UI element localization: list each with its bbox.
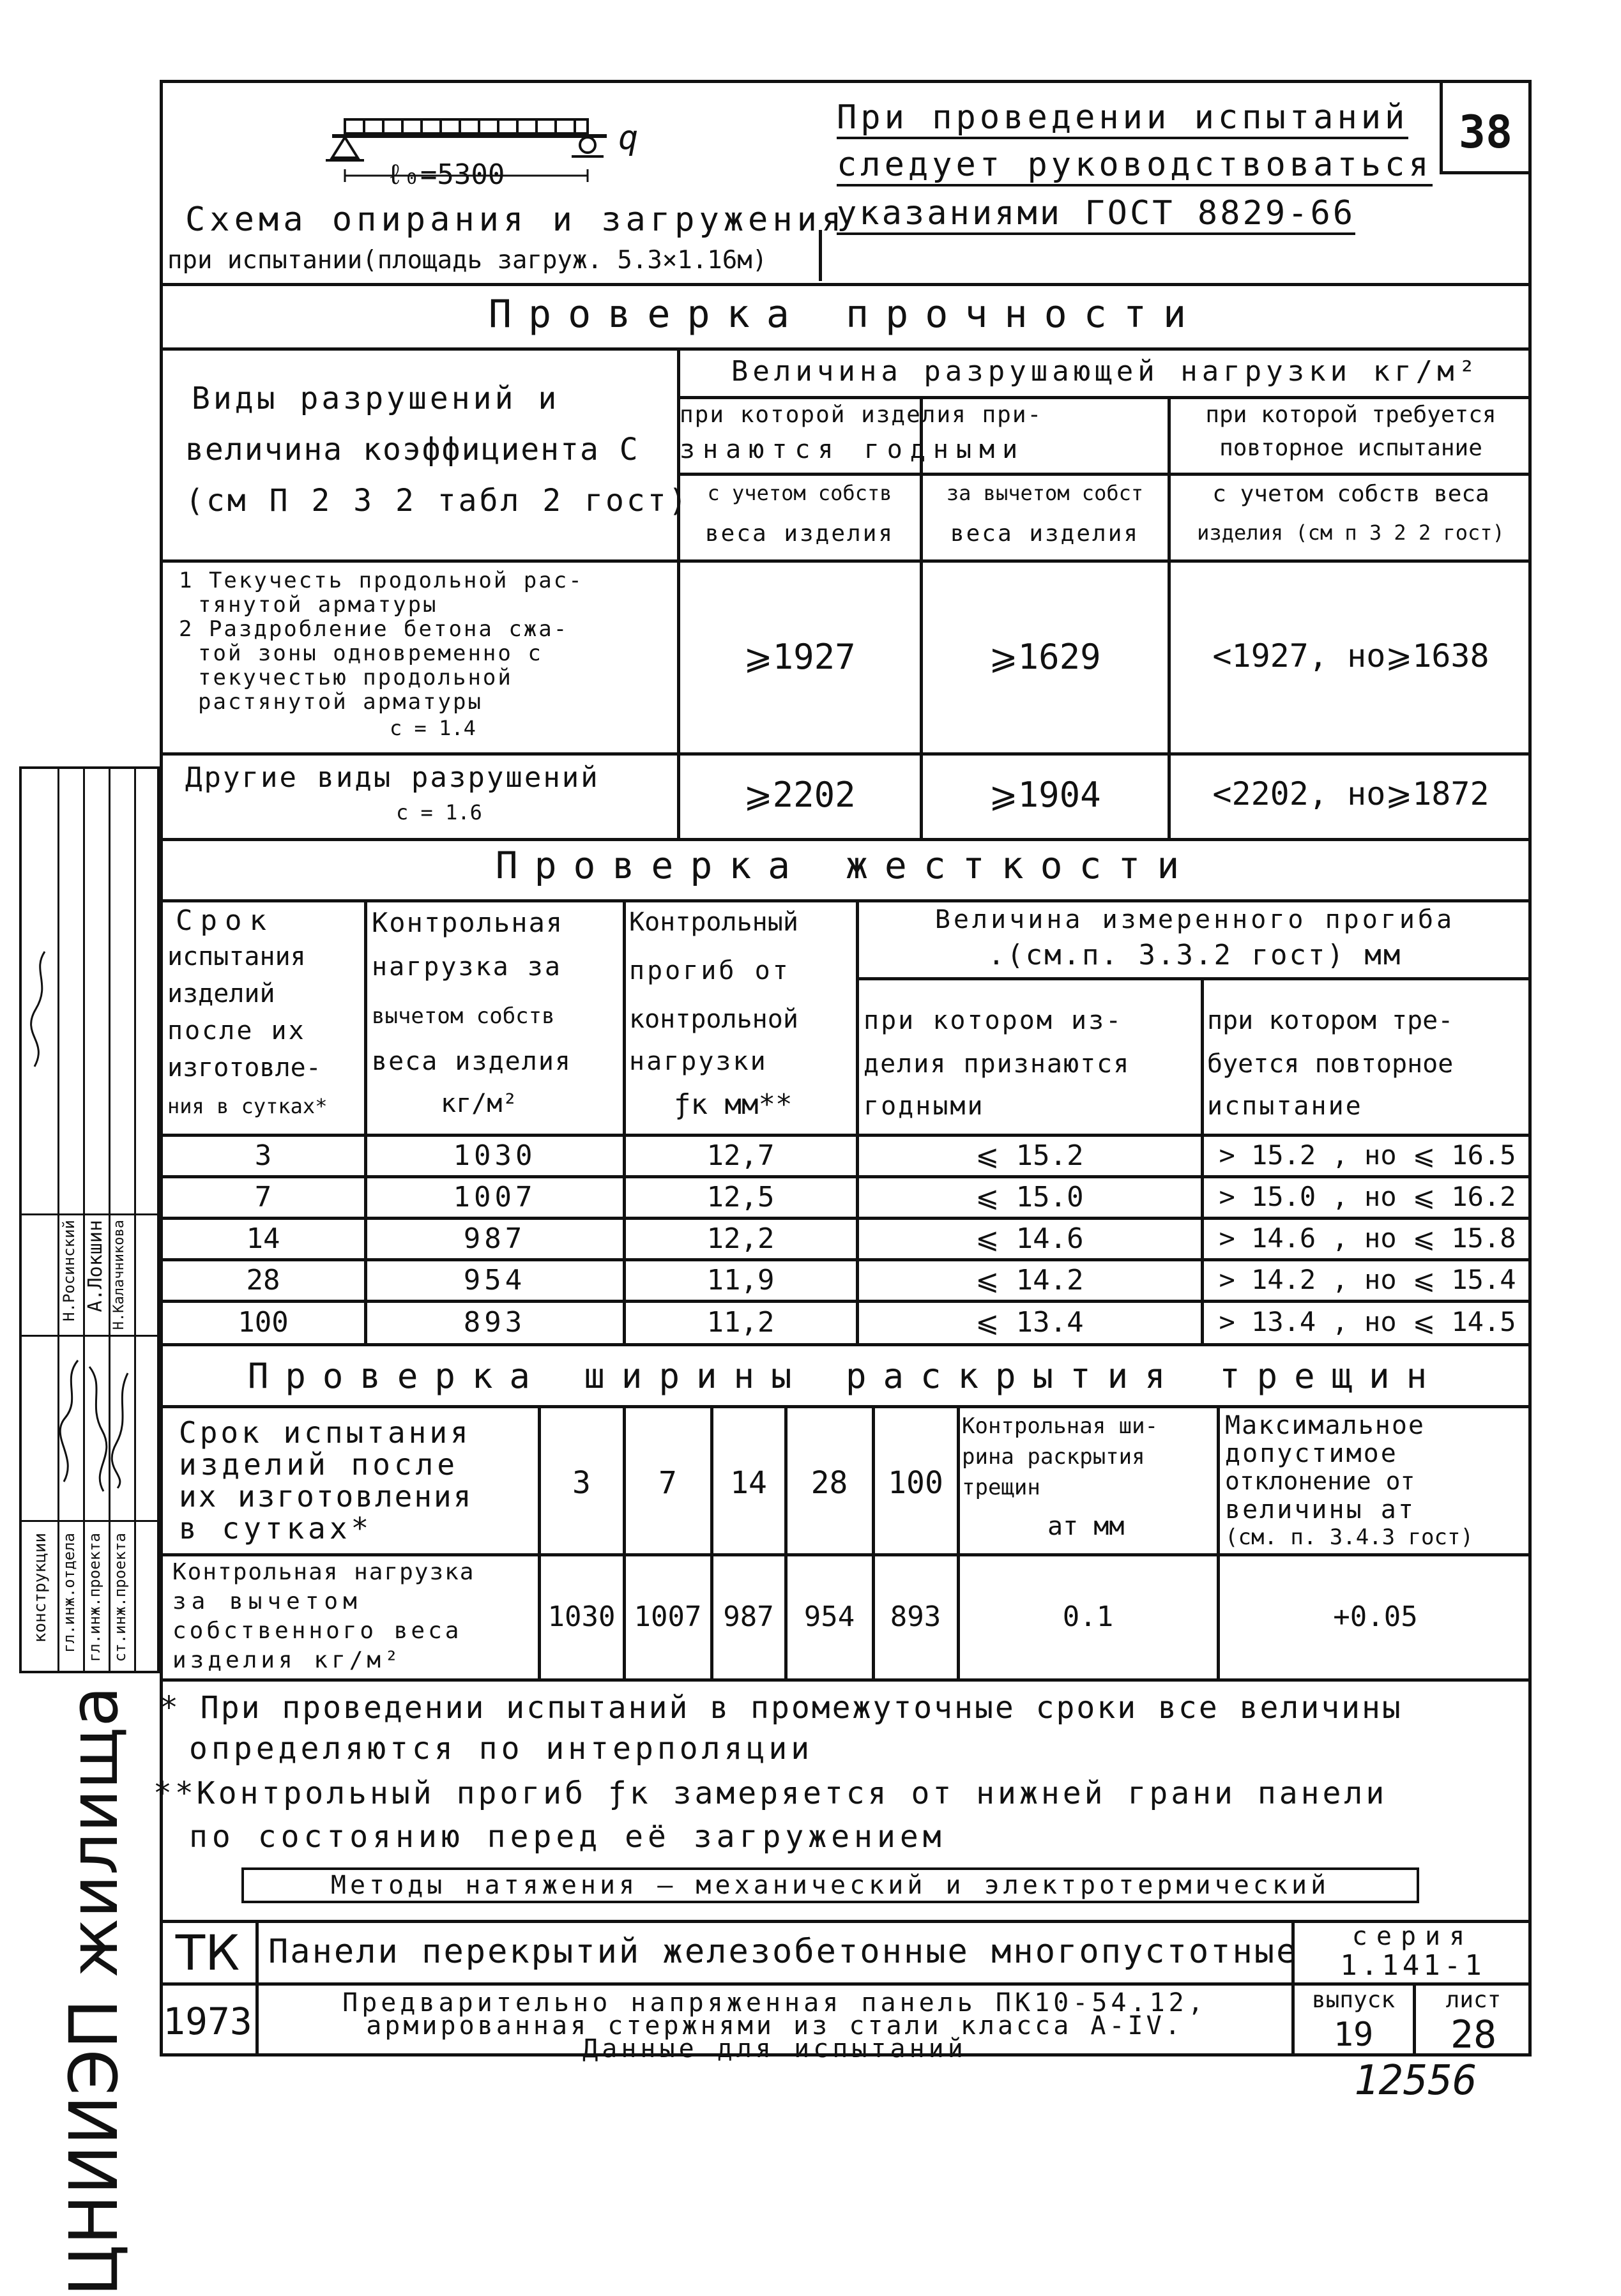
stiffness-defl-4: нагрузки xyxy=(629,1047,768,1076)
stiffness-age-2: испытания xyxy=(167,942,306,971)
stamp-col-4 xyxy=(134,766,136,1673)
crack-deviation-1: Максимальное xyxy=(1225,1411,1425,1440)
scheme-caption-divider xyxy=(819,230,822,281)
strength-load-header: Величина разрушающей нагрузки кг/м² xyxy=(731,355,1480,388)
crack-v7 xyxy=(1217,1405,1220,1678)
strength-h3 xyxy=(160,559,1532,563)
strength-retest-sub-2: изделия (см п 3 2 2 гост) xyxy=(1197,521,1505,545)
stamp-row-3 xyxy=(19,1213,160,1215)
crack-age-2: 7 xyxy=(658,1465,677,1501)
stiffness-row5-age: 100 xyxy=(238,1306,289,1339)
crack-row-line xyxy=(160,1553,1532,1556)
stiffness-title: Проверка жесткости xyxy=(495,844,1196,887)
crack-age-label-1: Срок испытания xyxy=(179,1415,471,1450)
issue-label: выпуск xyxy=(1311,1987,1396,2013)
signature-1 xyxy=(59,1354,83,1501)
strength-retest-sub-1: с учетом собств веса xyxy=(1212,481,1489,507)
stiffness-row4-fit: ⩽ 14.2 xyxy=(975,1264,1084,1296)
strength-h5 xyxy=(160,838,1532,841)
crack-age-label-3: их изготовления xyxy=(179,1479,473,1514)
subtitle-1: Предварительно напряженная панель ПК10-54.12, xyxy=(342,1988,1207,2018)
doc-title: Панели перекрытий железобетонные многопустотные xyxy=(268,1933,1298,1971)
left-support-icon xyxy=(332,137,358,158)
strength-h2 xyxy=(677,473,1532,476)
crack-width-2: рина раскрытия xyxy=(962,1444,1145,1470)
stiffness-row1-fit: ⩽ 15.2 xyxy=(975,1139,1084,1172)
crack-load-1: 1030 xyxy=(547,1600,616,1633)
stiffness-row4-deflection: 11,9 xyxy=(706,1264,775,1296)
signature-2 xyxy=(84,1360,109,1501)
crack-age-4: 28 xyxy=(810,1465,848,1501)
stiffness-row2-age: 7 xyxy=(254,1181,272,1213)
crack-v2 xyxy=(623,1405,626,1678)
strength-row1-with-weight: ⩾1927 xyxy=(743,637,856,677)
crack-load-5: 893 xyxy=(890,1600,941,1633)
stiffness-row2-retest: > 15.0 , но ⩽ 16.2 xyxy=(1219,1181,1516,1212)
footnote-2-line1: **Контрольный прогиб ƒк замеряется от нижней грани панели xyxy=(153,1775,1388,1811)
gost-note-2: следует руководствоваться xyxy=(837,148,1433,186)
issue-value: 19 xyxy=(1333,2016,1374,2054)
stiffness-measured-2: .(см.п. 3.3.2 гост) мм xyxy=(987,939,1403,971)
stiffness-age-3: изделий xyxy=(167,979,275,1008)
strength-row2-line1: Другие виды разрушений xyxy=(185,761,600,794)
distributed-load xyxy=(345,119,588,133)
strength-h4 xyxy=(160,752,1532,756)
stamp-role-1: гл.инж.отдела xyxy=(60,1533,78,1653)
stiffness-row5-deflection: 11,2 xyxy=(706,1306,775,1339)
strength-row1-retest: <1927, но⩾1638 xyxy=(1212,637,1489,674)
strength-types-1: Виды разрушений и xyxy=(192,381,560,416)
signature-3 xyxy=(110,1367,134,1494)
stiffness-row5-fit: ⩽ 13.4 xyxy=(975,1306,1084,1339)
strength-row2-without-weight: ⩾1904 xyxy=(989,775,1101,815)
crack-width-1: Контрольная ши- xyxy=(962,1413,1159,1439)
crack-deviation-5: (см. п. 3.4.3 гост) xyxy=(1225,1524,1473,1550)
stiffness-defl-3: контрольной xyxy=(629,1005,798,1034)
strength-row1-line4: той зоны одновременно с xyxy=(198,641,543,666)
stamp-col-3 xyxy=(109,766,110,1673)
stiffness-age-5: изготовле- xyxy=(167,1053,321,1083)
stiffness-row2-deflection: 12,5 xyxy=(706,1181,775,1213)
strength-types-2: величина коэффициента С xyxy=(185,432,639,468)
crack-v4 xyxy=(784,1405,788,1678)
institute-name: ЦНИИЭП жилища xyxy=(55,1686,133,2296)
stiffness-retest-3: испытание xyxy=(1207,1091,1363,1121)
footnote-1-line1: * При проведении испытаний в промежуточные сроки все величины xyxy=(160,1690,1403,1726)
crack-load-label-2: за вычетом xyxy=(172,1588,362,1615)
stiffness-retest-2: буется повторное xyxy=(1207,1049,1454,1079)
crack-v6 xyxy=(957,1405,960,1678)
crack-age-5: 100 xyxy=(888,1465,943,1501)
strength-with-weight-1: с учетом собств xyxy=(707,481,892,505)
strength-row1-line3: 2 Раздробление бетона сжа- xyxy=(179,616,569,642)
gost-note-3: указаниями ГОСТ 8829-66 xyxy=(837,197,1355,235)
crack-deviation-2: допустимое xyxy=(1225,1439,1398,1468)
strength-retest-2: повторное испытание xyxy=(1219,435,1482,461)
archive-number: 12556 xyxy=(1354,2057,1477,2104)
stiffness-defl-1: Контрольный xyxy=(629,908,798,937)
stamp-col-1 xyxy=(57,766,59,1673)
strength-row2-retest: <2202, но⩾1872 xyxy=(1212,775,1489,812)
strength-without-weight-2: веса изделия xyxy=(950,521,1140,547)
stiffness-fit-1: при котором из- xyxy=(864,1006,1123,1035)
crack-age-3: 14 xyxy=(730,1465,767,1501)
series-value: 1.141-1 xyxy=(1340,1949,1486,1982)
stiffness-fit-3: годными xyxy=(864,1091,985,1121)
stiffness-h-sub xyxy=(856,977,1532,980)
strength-row1-without-weight: ⩾1629 xyxy=(989,637,1101,677)
stiffness-row3-deflection: 12,2 xyxy=(706,1222,775,1255)
crack-v1 xyxy=(538,1405,541,1678)
stiffness-row4-age: 28 xyxy=(246,1264,280,1296)
stamp-name-1: Н.Росинский xyxy=(60,1220,78,1321)
crack-load-4: 954 xyxy=(803,1600,855,1633)
crack-v3 xyxy=(710,1405,713,1678)
strength-row1-line1: 1 Текучесть продольной рас- xyxy=(179,568,584,593)
crack-age-label-4: в сутках* xyxy=(179,1511,373,1546)
stiffness-defl-5: ƒк мм** xyxy=(674,1088,793,1121)
strength-fit-1: при которой изделия при- xyxy=(680,402,1043,428)
strength-header-line xyxy=(160,347,1532,351)
tk-label: ТК xyxy=(175,1924,240,1981)
crack-v5 xyxy=(872,1405,875,1678)
subtitle-3: Данные для испытаний xyxy=(582,2034,967,2064)
methods-text: Методы натяжения — механический и электротермический xyxy=(330,1871,1330,1900)
strength-row1-line2: тянутой арматуры xyxy=(198,592,438,618)
stiffness-row1-age: 3 xyxy=(254,1139,272,1172)
stiffness-row4-load: 954 xyxy=(463,1264,526,1296)
strength-types-3: (см П 2 3 2 табл 2 гост) xyxy=(185,483,690,519)
title-block-top xyxy=(160,1920,1532,1923)
year: 1973 xyxy=(163,2000,252,2043)
stiffness-load-2: нагрузка за xyxy=(372,952,562,982)
right-support-icon xyxy=(580,137,595,153)
stiffness-row3-fit: ⩽ 14.6 xyxy=(975,1222,1084,1255)
crack-load-label-1: Контрольная нагрузка xyxy=(172,1559,475,1585)
stiffness-load-5: кг/м² xyxy=(441,1089,518,1118)
signature-4 xyxy=(26,945,56,1073)
strength-h1 xyxy=(677,396,1532,399)
strength-title: Проверка прочности xyxy=(488,292,1203,337)
span-label: ℓ₀=5300 xyxy=(386,158,505,191)
crack-width-value: 0.1 xyxy=(1062,1600,1114,1633)
stiffness-h1 xyxy=(160,1175,1532,1178)
stiffness-row2-fit: ⩽ 15.0 xyxy=(975,1181,1084,1213)
stiffness-defl-2: прогиб от xyxy=(629,956,791,985)
strength-without-weight-1: за вычетом собст xyxy=(946,481,1144,505)
stiffness-load-1: Контрольная xyxy=(372,907,564,938)
stiffness-row2-load: 1007 xyxy=(453,1181,537,1213)
crack-title: Проверка ширины раскрытия трещин xyxy=(247,1356,1444,1396)
stiffness-fit-2: делия признаются xyxy=(864,1049,1130,1079)
crack-header-line xyxy=(160,1405,1532,1408)
stiffness-h0 xyxy=(160,1134,1532,1137)
stamp-role-2: гл.инж.проекта xyxy=(86,1533,103,1662)
stiffness-row1-retest: > 15.2 , но ⩽ 16.5 xyxy=(1219,1139,1516,1171)
stamp-role-3: ст.инж.проекта xyxy=(111,1533,129,1662)
strength-row2-line2: с = 1.6 xyxy=(396,800,482,825)
sheet-number: 38 xyxy=(1458,106,1513,158)
crack-load-label-4: изделия кг/м² xyxy=(172,1647,402,1673)
stiffness-load-3: вычетом собств xyxy=(372,1003,555,1029)
stiffness-row4-retest: > 14.2 , но ⩽ 15.4 xyxy=(1219,1264,1516,1295)
crack-load-3: 987 xyxy=(723,1600,774,1633)
load-label: q xyxy=(618,119,639,157)
subtitle-2: армированная стержнями из стали класса А-IV. xyxy=(366,2011,1183,2041)
stiffness-h5 xyxy=(160,1343,1532,1346)
footnote-2-line2: по состоянию перед её загружением xyxy=(189,1819,946,1855)
stiffness-h3 xyxy=(160,1258,1532,1261)
crack-deviation-value: +0.05 xyxy=(1333,1600,1418,1633)
stiffness-row1-deflection: 12,7 xyxy=(706,1139,775,1172)
title-block-middle xyxy=(160,1982,1532,1986)
stamp-header: конструкции xyxy=(31,1533,50,1643)
stiffness-retest-1: при котором тре- xyxy=(1207,1006,1454,1035)
crack-age-1: 3 xyxy=(572,1465,591,1501)
crack-deviation-4: величины ат xyxy=(1225,1495,1415,1524)
crack-bottom-line xyxy=(160,1678,1532,1682)
footnote-1-line2: определяются по интерполяции xyxy=(189,1731,814,1767)
strength-v3 xyxy=(1168,396,1171,838)
scheme-caption-2: при испытании(площадь загруж. 5.3×1.16м) xyxy=(167,246,768,275)
crack-load-2: 1007 xyxy=(634,1600,702,1633)
stiffness-row1-load: 1030 xyxy=(453,1139,537,1172)
crack-width-4: ат мм xyxy=(1047,1512,1125,1541)
stiffness-age-1: Срок xyxy=(176,904,274,937)
stiffness-row3-retest: > 14.6 , но ⩽ 15.8 xyxy=(1219,1222,1516,1254)
stiffness-load-4: веса изделия xyxy=(372,1047,572,1076)
stamp-name-2: А.Локшин xyxy=(84,1220,107,1312)
stamp-row-1 xyxy=(19,1520,160,1522)
strength-with-weight-2: веса изделия xyxy=(704,521,895,547)
gost-note-1: При проведении испытаний xyxy=(837,101,1408,139)
strength-row1-line5: текучестью продольной xyxy=(198,665,513,690)
series-label: серия xyxy=(1351,1922,1474,1951)
stiffness-h4 xyxy=(160,1300,1532,1303)
scheme-caption-1: Схема опирания и загружения xyxy=(185,201,846,239)
stiffness-row5-retest: > 13.4 , но ⩽ 14.5 xyxy=(1219,1306,1516,1337)
crack-deviation-3: отклонение от xyxy=(1225,1467,1415,1495)
stamp-row-2 xyxy=(19,1335,160,1337)
stiffness-measured-1: Величина измеренного прогиба xyxy=(934,905,1456,934)
stiffness-row5-load: 893 xyxy=(463,1306,526,1339)
crack-load-label-3: собственного веса xyxy=(172,1618,462,1644)
stiffness-row3-load: 987 xyxy=(463,1222,526,1255)
stamp-name-3: Н.Калачникова xyxy=(111,1220,127,1330)
stiffness-age-6: ния в сутках* xyxy=(167,1094,328,1118)
crack-age-label-2: изделий после xyxy=(179,1447,459,1482)
stiffness-h2 xyxy=(160,1217,1532,1220)
strength-fit-2: знаются годными xyxy=(680,435,1026,464)
strength-row1-line7: с = 1.4 xyxy=(390,716,476,740)
strength-row2-with-weight: ⩾2202 xyxy=(743,775,856,815)
strength-retest-1: при которой требуется xyxy=(1205,402,1496,428)
stiffness-row3-age: 14 xyxy=(246,1222,280,1255)
sheet-label: лист xyxy=(1445,1987,1502,2013)
stiffness-age-4: после их xyxy=(167,1016,306,1045)
sheet-value: 28 xyxy=(1450,2012,1497,2057)
strength-row1-line6: растянутой арматуры xyxy=(198,689,483,715)
strength-top-line xyxy=(160,283,1532,286)
crack-width-3: трещин xyxy=(962,1475,1040,1500)
